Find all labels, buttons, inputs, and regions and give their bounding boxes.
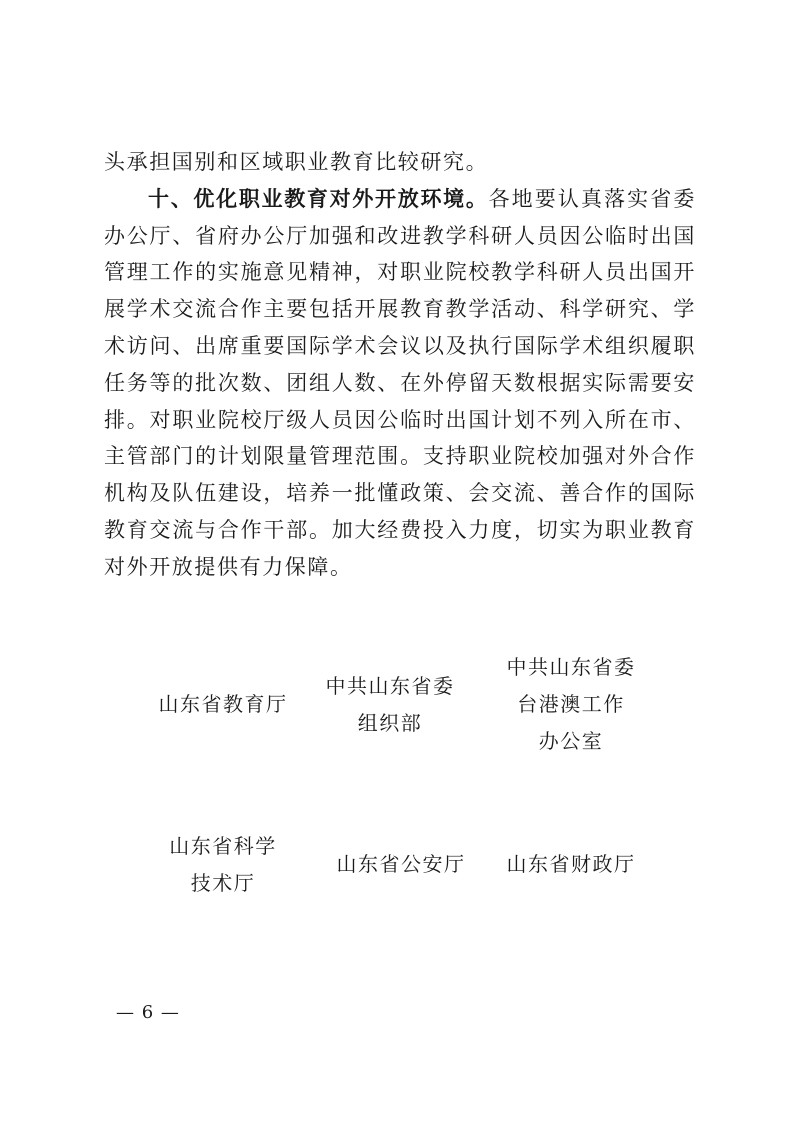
signatory-line: 山东省科学	[169, 834, 277, 858]
signatory-line: 组织部	[357, 711, 423, 735]
signatory-education-dept	[138, 686, 308, 723]
signatory-organization-dept	[305, 668, 475, 742]
page-number: — 6 —	[116, 1002, 180, 1023]
section-heading: 十、优化职业教育对外开放环境。	[148, 186, 489, 211]
signatory-line: 山东省公安厅	[336, 852, 466, 876]
signatory-line: 技术厅	[190, 871, 256, 895]
section-body: 各地要认真落实省委办公厅、省府办公厅加强和改进教学科研人员因公临时出国管理工作的实施意见精神，对职业院校教学科研人员出国开展学术交流合作主要包括开展教育教学活动、科学研究、学术访问、出席重要国际学术会议以及执行国际学术组织履职任务等的批次数、团组人数、在外停留天数根据实际需要安排。对职业院校厅级人员因公临时出国计划不列入所在市、主管部门的计划限量管理范围。支持职业院校加强对外合作机构及队伍建设，培养一批懂政策、会交流、善合作的国际教育交流与合作干部。加大经费投入力度，切实为职业教育对外开放提供有力保障。	[104, 186, 696, 579]
signatory-line: 山东省财政厅	[506, 852, 636, 876]
signatory-line: 山东省教育厅	[158, 692, 288, 716]
signatory-finance-dept	[486, 846, 656, 883]
signatory-line: 中共山东省委	[325, 674, 455, 698]
signatory-line: 中共山东省委	[506, 655, 636, 679]
continuation-paragraph: 头承担国别和区域职业教育比较研究。	[104, 150, 489, 174]
section-paragraph	[104, 181, 696, 586]
signatory-public-security-dept	[316, 846, 486, 883]
signatory-hk-macao-taiwan-office	[486, 649, 656, 760]
signatory-science-tech-dept	[138, 828, 308, 902]
signatory-line: 台港澳工作	[517, 692, 625, 716]
signatory-line: 办公室	[538, 729, 604, 753]
body-text	[104, 144, 696, 586]
